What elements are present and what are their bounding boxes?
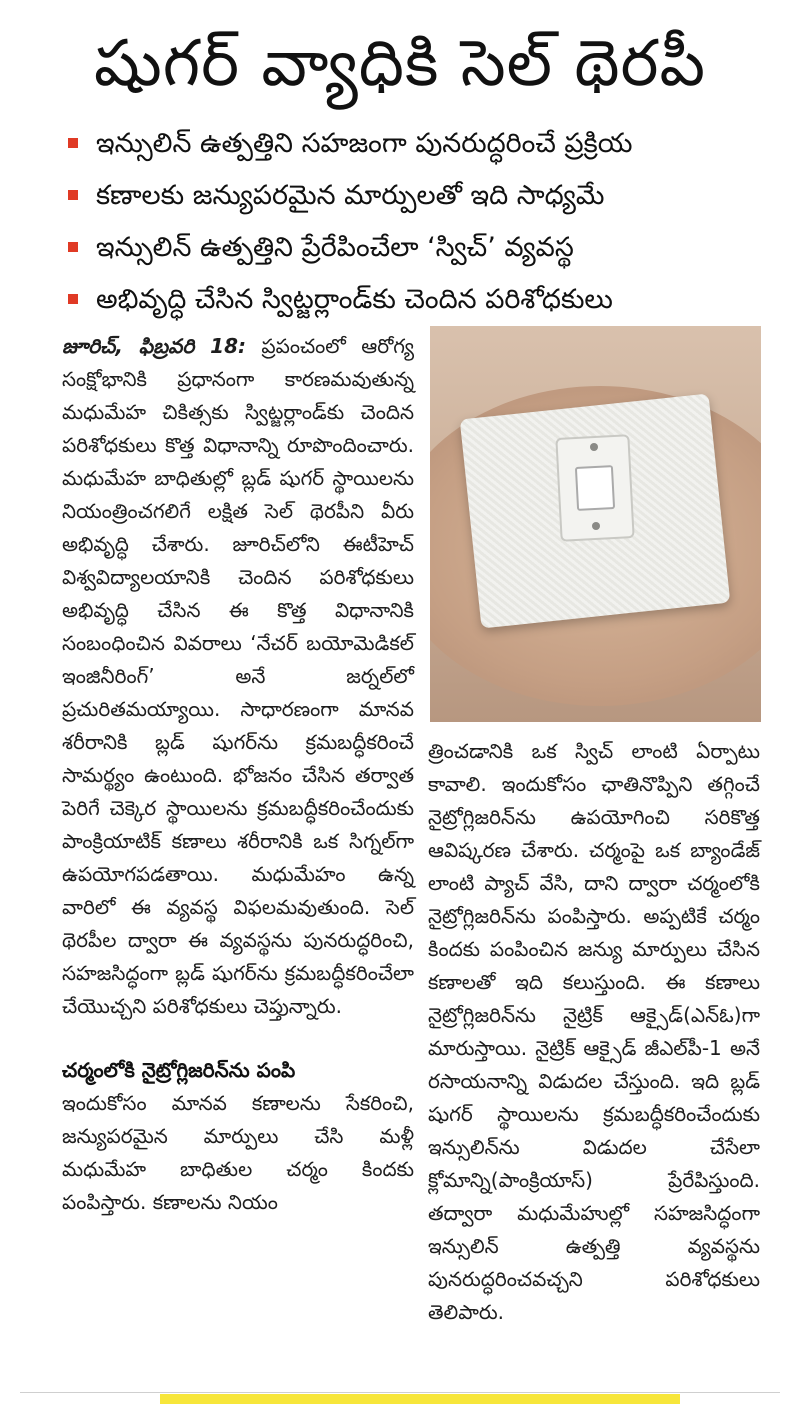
- bottom-highlight-bar: [160, 1394, 680, 1404]
- bullet-square-icon: [68, 242, 78, 252]
- bandage-switch-photo: [430, 326, 761, 722]
- highlight-list: [68, 118, 788, 326]
- divider: [20, 1392, 780, 1393]
- article-paragraph: త్రించడానికి ఒక స్విచ్ లాంటి ఏర్పాటు కావాలి. ఇందుకోసం ఛాతినొప్పిని తగ్గించే నైట్రోగ్లిజరిన్‌ను ఉపయోగించి సరికొత్త ఆవిష్కరణ చేశారు. చర్మంపై ఒక బ్యాండేజ్ లాంటి ప్యాచ్ వేసి, దాని ద్వారా చర్మంలోకి నైట్రోగ్లిజరిన్‌ను పంపిస్తారు. అప్పటికే చర్మం కిందకు పంపించిన జన్యు మార్పులు చేసిన కణాలతో ఇది కలుస్తుంది. ఈ కణాలు నైట్రోగ్లిజరిన్‌ను నైట్రిక్ ఆక్సైడ్(ఎన్ఓ)గా మారుస్తాయి. నైట్రిక్ ఆక్సైడ్ జీఎల్‌పీ-1 అనే రసాయనాన్ని విడుదల చేస్తుంది. ఇది బ్లడ్ షుగర్ స్థాయిలను క్రమబద్ధీకరించేందుకు ఇన్సులిన్‌ను విడుదల చేసేలా క్లోమాన్ని(పాంక్రియాస్) ప్రేరేపిస్తుంది. తద్వారా మధుమేహుల్లో సహజసిద్ధంగా ఇన్సులిన్ ఉత్పత్తి వ్యవస్థను పునరుద్ధరించవచ్చని పరిశోధకులు తెలిపారు.: [428, 739, 760, 1324]
- screw-icon: [592, 522, 600, 530]
- article-paragraph: ఇందుకోసం మానవ కణాలను సేకరించి, జన్యుపరమైన మార్పులు చేసి మళ్లీ మధుమేహ బాధితుల చర్మం కిందకు పంపిస్తారు. కణాలను నియం: [62, 1091, 414, 1214]
- headline: షుగర్ వ్యాధికి సెల్ థెరపీ: [94, 27, 706, 101]
- switch-toggle-icon: [575, 465, 615, 511]
- article-column-right: [428, 735, 760, 1329]
- article-paragraph: జూరిచ్, ఫిబ్రవరి 18: ప్రపంచంలో ఆరోగ్య సంక్షోభానికి ప్రధానంగా కారణమవుతున్న మధుమేహ చికిత్సకు స్విట్జర్లాండ్‌కు చెందిన పరిశోధకులు కొత్త విధానాన్ని రూపొందించారు. మధుమేహ బాధితుల్లో బ్లడ్ షుగర్ స్థాయిలను నియంత్రించగలిగే లక్షిత సెల్ థెరపీని వీరు అభివృద్ధి చేశారు. జూరిచ్‌లోని ఈటీహెచ్ విశ్వవిద్యాలయానికి చెందిన పరిశోధకులు అభివృద్ధి చేసిన ఈ కొత్త విధానానికి సంబంధించిన వివరాలు ‘నేచర్ బయోమెడికల్ ఇంజినీరింగ్’ అనే జర్నల్‌లో ప్రచురితమయ్యాయి. సాధారణంగా మానవ శరీరానికి బ్లడ్ షుగర్‌ను క్రమబద్ధీకరించే సామర్థ్యం ఉంటుంది. భోజనం చేసిన తర్వాత పెరిగే చెక్కెర స్థాయిలను క్రమబద్ధీకరించేందుకు పాంక్రియాటిక్ కణాలు శరీరానికి ఒక సిగ్నల్‌గా ఉపయోగపడతాయి. మధుమేహం ఉన్న వారిలో ఈ వ్యవస్థ విఫలమవుతుంది. సెల్ థెరపీల ద్వారా ఈ వ్యవస్థను పునరుద్ధరించి, సహజసిద్ధంగా బ్లడ్ షుగర్‌ను క్రమబద్ధీకరించేలా చేయొచ్చని పరిశోధకులు చెప్తున్నారు.: [62, 334, 414, 1018]
- bullet-square-icon: [68, 190, 78, 200]
- highlight-item: అభివృద్ధి చేసిన స్విట్జర్లాండ్‌కు చెందిన పరిశోధకులు: [68, 274, 788, 326]
- bullet-square-icon: [68, 294, 78, 304]
- bullet-square-icon: [68, 138, 78, 148]
- highlight-item: ఇన్సులిన్ ఉత్పత్తిని ప్రేరేపించేలా ‘స్విచ్’ వ్యవస్థ: [68, 222, 788, 274]
- article-column-left: [62, 330, 414, 1219]
- dateline: జూరిచ్, ఫిబ్రవరి 18:: [62, 334, 247, 358]
- highlight-item: ఇన్సులిన్ ఉత్పత్తిని సహజంగా పునరుద్ధరించే ప్రక్రియ: [68, 118, 788, 170]
- article-subhead: చర్మంలోకి నైట్రోగ్లిజరిన్‌ను పంపి: [62, 1058, 296, 1082]
- screw-icon: [590, 443, 598, 451]
- highlight-item: కణాలకు జన్యుపరమైన మార్పులతో ఇది సాధ్యమే: [68, 170, 788, 222]
